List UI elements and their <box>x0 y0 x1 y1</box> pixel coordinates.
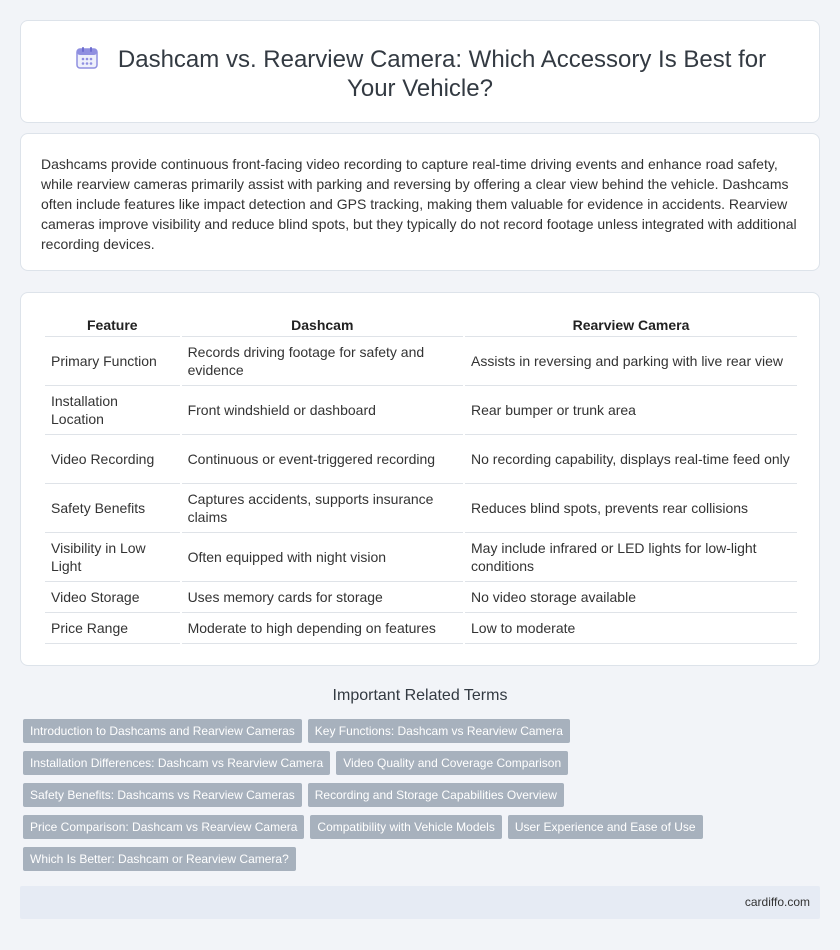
table-row <box>45 337 797 386</box>
feature-cell: Video Recording <box>45 435 180 484</box>
rearview-cell: No video storage available <box>465 582 797 613</box>
dashcam-cell: Records driving footage for safety and evidence <box>182 337 463 386</box>
column-header-feature: Feature <box>45 315 180 337</box>
feature-cell: Price Range <box>45 613 180 644</box>
feature-cell: Primary Function <box>45 337 180 386</box>
table-row <box>45 582 797 613</box>
related-term-tag[interactable]: Video Quality and Coverage Comparison <box>336 751 568 775</box>
dashcam-cell: Continuous or event-triggered recording <box>182 435 463 484</box>
related-term-tag[interactable]: Price Comparison: Dashcam vs Rearview Camera <box>23 815 304 839</box>
dashcam-cell: Front windshield or dashboard <box>182 386 463 435</box>
feature-cell: Safety Benefits <box>45 484 180 533</box>
rearview-cell: May include infrared or LED lights for low-light conditions <box>465 533 797 582</box>
column-header-dashcam: Dashcam <box>182 315 463 337</box>
table-row <box>45 533 797 582</box>
table-row <box>45 613 797 644</box>
related-term-tag[interactable]: User Experience and Ease of Use <box>508 815 703 839</box>
related-terms-list <box>23 719 813 879</box>
table-header-row <box>45 315 797 337</box>
rearview-cell: Low to moderate <box>465 613 797 644</box>
related-term-tag[interactable]: Compatibility with Vehicle Models <box>310 815 501 839</box>
related-term-tag[interactable]: Recording and Storage Capabilities Overview <box>308 783 564 807</box>
footer-site-link[interactable]: cardiffo.com <box>744 895 810 909</box>
title-card <box>20 20 820 123</box>
related-term-tag[interactable]: Key Functions: Dashcam vs Rearview Camera <box>308 719 570 743</box>
page-title: Dashcam vs. Rearview Camera: Which Accessory Is Best for Your Vehicle? <box>117 46 767 102</box>
dashcam-cell: Uses memory cards for storage <box>182 582 463 613</box>
rearview-cell: Rear bumper or trunk area <box>465 386 797 435</box>
related-term-tag[interactable]: Safety Benefits: Dashcams vs Rearview Cameras <box>23 783 302 807</box>
rearview-cell: No recording capability, displays real-time feed only <box>465 435 797 484</box>
footer <box>20 886 820 919</box>
title-wrap <box>61 45 779 103</box>
feature-cell: Video Storage <box>45 582 180 613</box>
comparison-table <box>43 315 799 644</box>
rearview-cell: Assists in reversing and parking with live rear view <box>465 337 797 386</box>
related-term-tag[interactable]: Introduction to Dashcams and Rearview Cameras <box>23 719 302 743</box>
calendar-icon <box>74 45 100 71</box>
table-row <box>45 484 797 533</box>
intro-paragraph: Dashcams provide continuous front-facing video recording to capture real-time driving events and enhance road safety, while rearview cameras primarily assist with parking and reversing by offering a clear view behind the vehicle. Dashcams often include features like impact detection and GPS tracking, making them valuable for evidence in accidents. Rearview cameras improve visibility and reduce blind spots, but they typically do not record footage unless integrated with additional recording devices. <box>41 156 797 252</box>
column-header-rearview: Rearview Camera <box>465 315 797 337</box>
table-row <box>45 386 797 435</box>
intro-card <box>20 133 820 271</box>
related-term-tag[interactable]: Installation Differences: Dashcam vs Rearview Camera <box>23 751 330 775</box>
related-term-tag[interactable]: Which Is Better: Dashcam or Rearview Camera? <box>23 847 296 871</box>
dashcam-cell: Often equipped with night vision <box>182 533 463 582</box>
dashcam-cell: Captures accidents, supports insurance claims <box>182 484 463 533</box>
rearview-cell: Reduces blind spots, prevents rear collisions <box>465 484 797 533</box>
comparison-card <box>20 292 820 666</box>
feature-cell: Installation Location <box>45 386 180 435</box>
dashcam-cell: Moderate to high depending on features <box>182 613 463 644</box>
feature-cell: Visibility in Low Light <box>45 533 180 582</box>
table-row <box>45 435 797 484</box>
related-terms-heading: Important Related Terms <box>332 687 508 704</box>
